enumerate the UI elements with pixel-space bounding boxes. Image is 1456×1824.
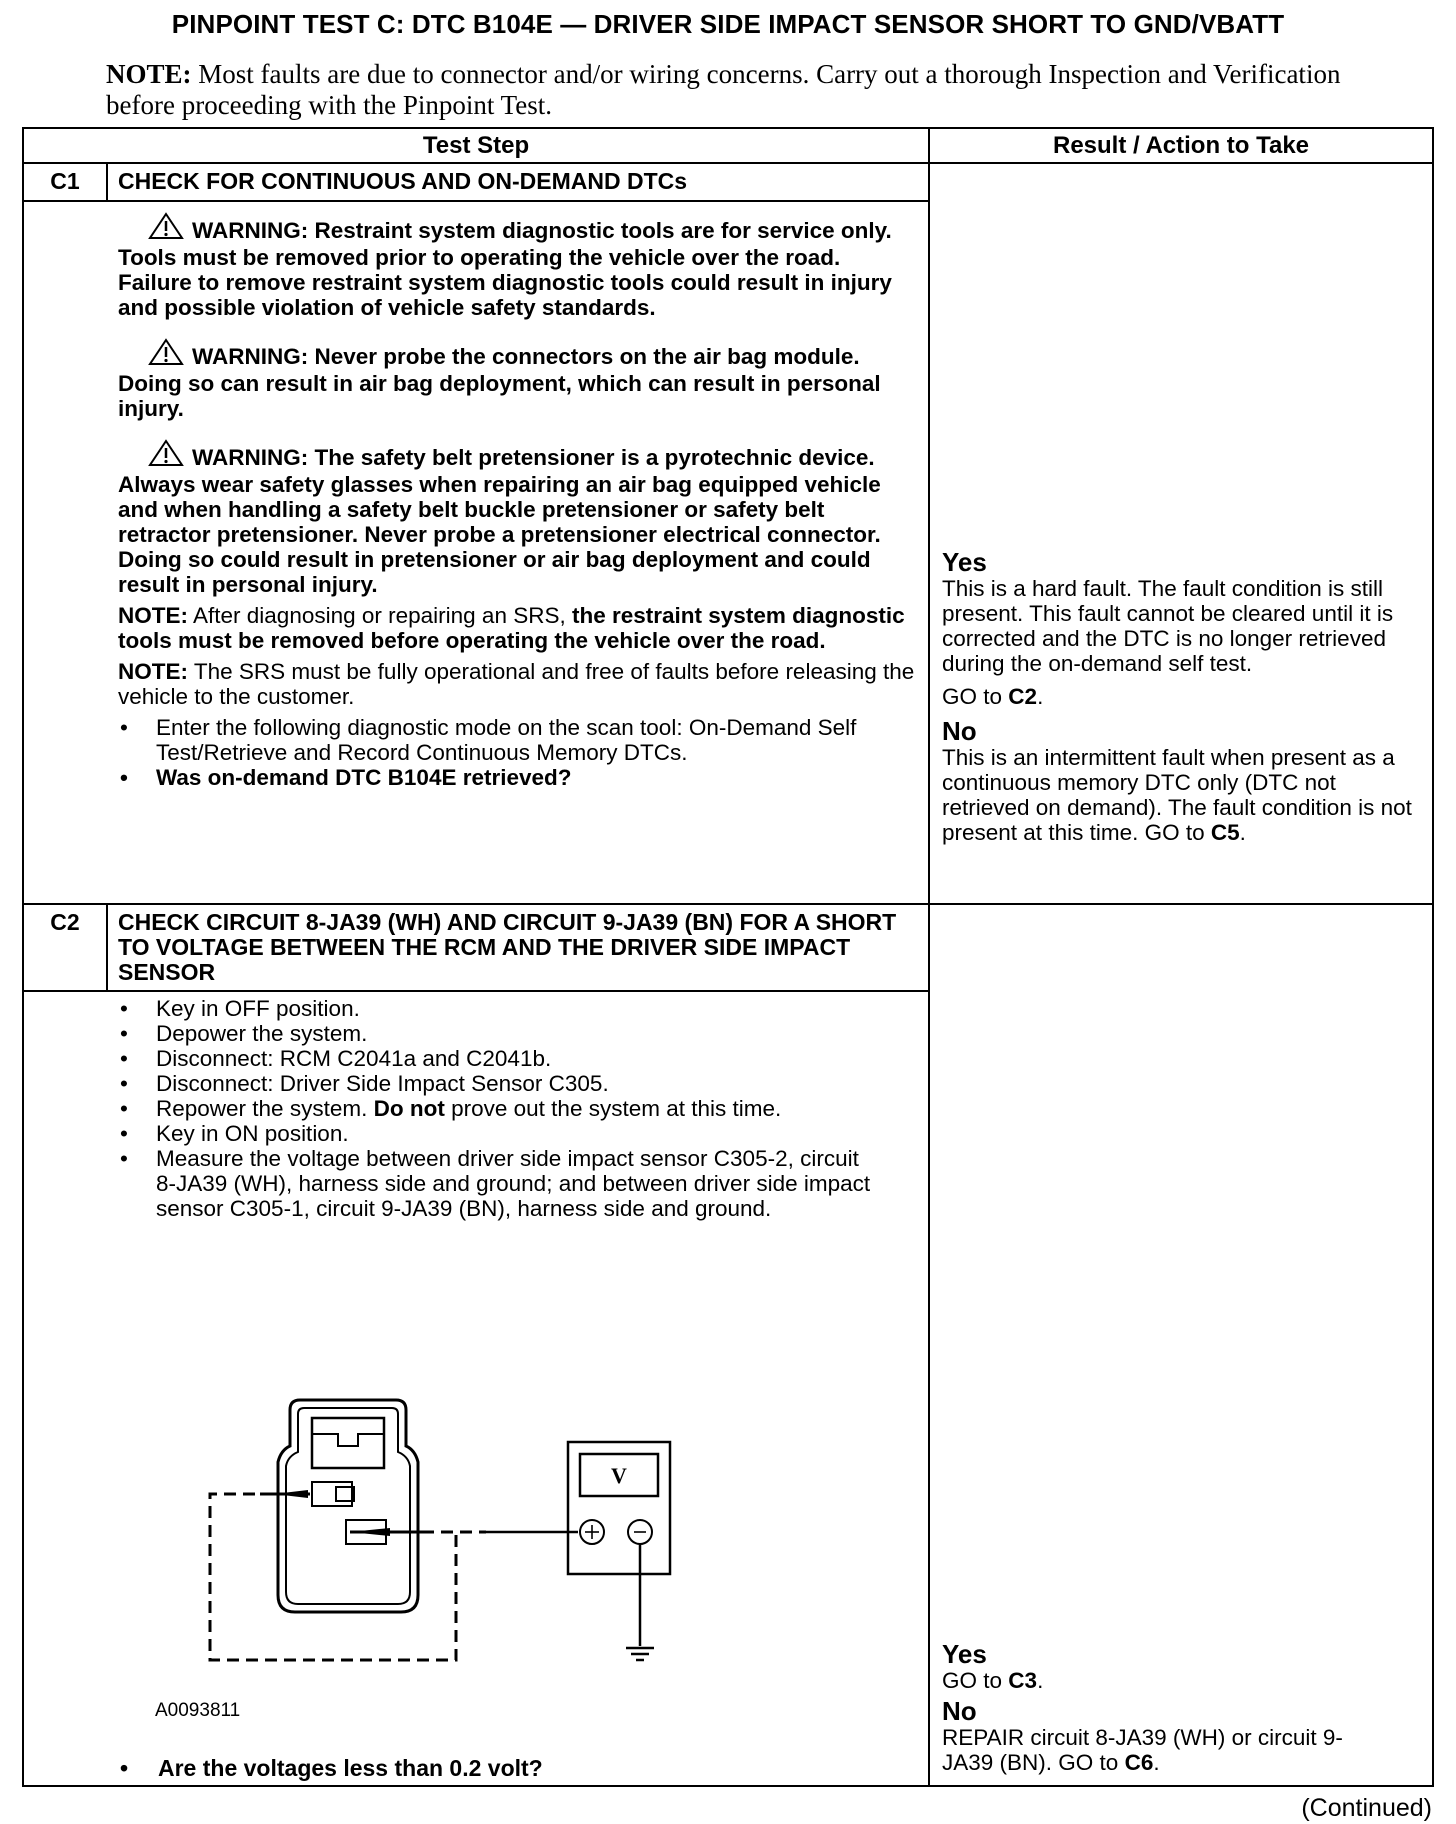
c2-step-1: • Key in OFF position.: [118, 996, 918, 1021]
c1-note-1: [118, 603, 918, 653]
c2-bullet-list: [118, 996, 918, 1221]
terminal-2-body: [312, 1482, 352, 1506]
c2-content: [118, 996, 918, 1221]
header-result: Result / Action to Take: [1052, 132, 1310, 159]
c1-warning-2-text: WARNING: Never probe the connectors on the air bag module. Doing so can result in air bag deployment, which can result in personal injury.: [118, 344, 881, 421]
connector-meter-diagram: [200, 1390, 720, 1690]
c2-step-7: • Measure the voltage between driver side impact sensor C305-2, circuit 8-JA39 (WH), harness side and ground; and between driver side impact sensor C305-1, circuit 9-JA39 (BN), harness side and ground.: [118, 1146, 918, 1221]
c2-step-id: C2: [50, 909, 80, 935]
page-title: PINPOINT TEST C: DTC B104E — DRIVER SIDE IMPACT SENSOR SHORT TO GND/VBATT: [171, 9, 1285, 39]
intro-note-text: Most faults are due to connector and/or wiring concerns. Carry out a thorough Inspection and Verification before proceeding with the Pinpoint Test.: [106, 59, 1341, 120]
c1-yes-goto-step: C2: [1008, 684, 1038, 709]
c1-warning-2: [118, 338, 918, 421]
c1-title-divider: [23, 200, 929, 202]
c1-note-2: [118, 659, 918, 709]
intro-note: [106, 59, 1356, 121]
c2-step-5: [118, 1096, 918, 1121]
c1-note-2-text: The SRS must be fully operational and free of faults before releasing the vehicle to the customer.: [118, 659, 915, 709]
c1-yes-goto: GO to C2.: [942, 684, 1044, 709]
c2-yes-goto-step: C3: [1008, 1668, 1038, 1693]
c1-no-text-wrap: This is an intermittent fault when present as a continuous memory DTC only (DTC not retrieved on demand). The fault condition is not present at this time. GO to C5.: [942, 745, 1412, 845]
c1-id-divider: [106, 163, 108, 201]
column-divider: [928, 128, 930, 1786]
c2-step-3: • Disconnect: RCM C2041a and C2041b.: [118, 1046, 918, 1071]
c1-no-text: This is an intermittent fault when present as a continuous memory DTC only (DTC not retrieved on demand). The fault condition is not present at this time. GO to: [942, 745, 1412, 845]
c2-yes-label: Yes: [942, 1639, 987, 1669]
c2-no-label: No: [942, 1696, 977, 1726]
c2-id-divider: [106, 904, 108, 991]
c1-bullet-list: [118, 715, 918, 790]
c2-question: [118, 1755, 918, 1782]
figure-id: A0093811: [155, 1700, 241, 1721]
c2-yes-goto-prefix: GO to: [942, 1668, 1003, 1693]
c2-step-4: • Disconnect: Driver Side Impact Sensor C305.: [118, 1071, 918, 1096]
continued-label: (Continued): [1301, 1794, 1432, 1822]
c2-step-2: • Depower the system.: [118, 1021, 918, 1046]
multimeter-body: [568, 1442, 670, 1574]
connector-latch-notch: [312, 1434, 384, 1446]
c2-no-text-wrap: REPAIR circuit 8-JA39 (WH) or circuit 9-JA39 (BN). GO to C6.: [942, 1725, 1343, 1775]
c1-bullet-2: • Was on-demand DTC B104E retrieved?: [118, 765, 918, 790]
c1-yes-text: This is a hard fault. The fault condition is still present. This fault cannot be cleared until it is corrected and the DTC is no longer retrieved during the on-demand self test.: [942, 576, 1394, 676]
warning-triangle-icon: [148, 212, 184, 245]
c2-step-5-pre: Repower the system.: [156, 1096, 368, 1121]
c2-step-5-post: prove out the system at this time.: [451, 1096, 782, 1121]
c2-no-goto-step: C6: [1124, 1750, 1154, 1775]
c1-step-id: C1: [50, 168, 80, 194]
ground-symbol: [626, 1648, 654, 1660]
c2-result: [942, 1640, 1432, 1783]
warning-triangle-icon: [148, 439, 184, 472]
c2-yes-goto: GO to C3.: [942, 1668, 1044, 1693]
c1-no-goto-step: C5: [1210, 820, 1240, 845]
header-test-step: Test Step: [422, 132, 530, 159]
c1-step-title: CHECK FOR CONTINUOUS AND ON-DEMAND DTCs: [118, 168, 688, 194]
c1-note-2-label: NOTE:: [118, 659, 188, 684]
c1-yes-label: Yes: [942, 547, 987, 577]
voltage-test-figure: [200, 1390, 720, 1695]
warning-triangle-icon: [148, 338, 184, 371]
c1-bullet-1: • Enter the following diagnostic mode on the scan tool: On-Demand Self Test/Retrieve and Record Continuous Memory DTCs.: [118, 715, 918, 765]
connector-latch: [312, 1418, 384, 1468]
c1-result: [942, 548, 1432, 853]
c1-warning-1: [118, 212, 918, 320]
c2-step-6: • Key in ON position.: [118, 1121, 918, 1146]
c2-title-divider: [23, 990, 929, 992]
c2-question-text: Are the voltages less than 0.2 volt?: [158, 1755, 543, 1781]
c1-no-label: No: [942, 716, 977, 746]
c2-step-title: CHECK CIRCUIT 8-JA39 (WH) AND CIRCUIT 9-JA39 (BN) FOR A SHORT TO VOLTAGE BETWEEN THE RCM AND THE DRIVER SIDE IMPACT SENSOR: [118, 909, 897, 985]
header-divider: [23, 162, 1433, 164]
c1-warning-3-text: WARNING: The safety belt pretensioner is a pyrotechnic device. Always wear safety glasses when repairing an air bag equipped vehicle and when handling a safety belt buckle pretensioner or safety belt retractor pretensioner. Never probe a pretensioner electrical connector. Doing so could result in pretensioner or air bag deployment and could result in personal injury.: [118, 445, 881, 597]
c1-note-1-label: NOTE:: [118, 603, 188, 628]
c2-no-text: REPAIR circuit 8-JA39 (WH) or circuit 9-JA39 (BN). GO to: [942, 1725, 1343, 1775]
c1-yes-goto-prefix: GO to: [942, 684, 1003, 709]
intro-note-label: NOTE:: [106, 59, 192, 89]
c1-note-1-bold: the restraint system diagnostic tools must be removed before operating the vehicle over the road.: [118, 603, 905, 653]
c2-step-5-bold: Do not: [373, 1096, 445, 1121]
c1-note-1-plain: After diagnosing or repairing an SRS,: [193, 603, 566, 628]
c1-content: [118, 212, 918, 790]
c1-warning-3: [118, 439, 918, 597]
c1-c2-divider: [23, 903, 1433, 905]
c2-question-bullet: •: [120, 1755, 129, 1781]
c1-warning-1-text: WARNING: Restraint system diagnostic tools are for service only. Tools must be removed prior to operating the vehicle over the road. Failure to remove restraint system diagnostic tools could result in injury and possible violation of vehicle safety standards.: [118, 218, 892, 320]
multimeter-display-label: V: [611, 1463, 627, 1488]
